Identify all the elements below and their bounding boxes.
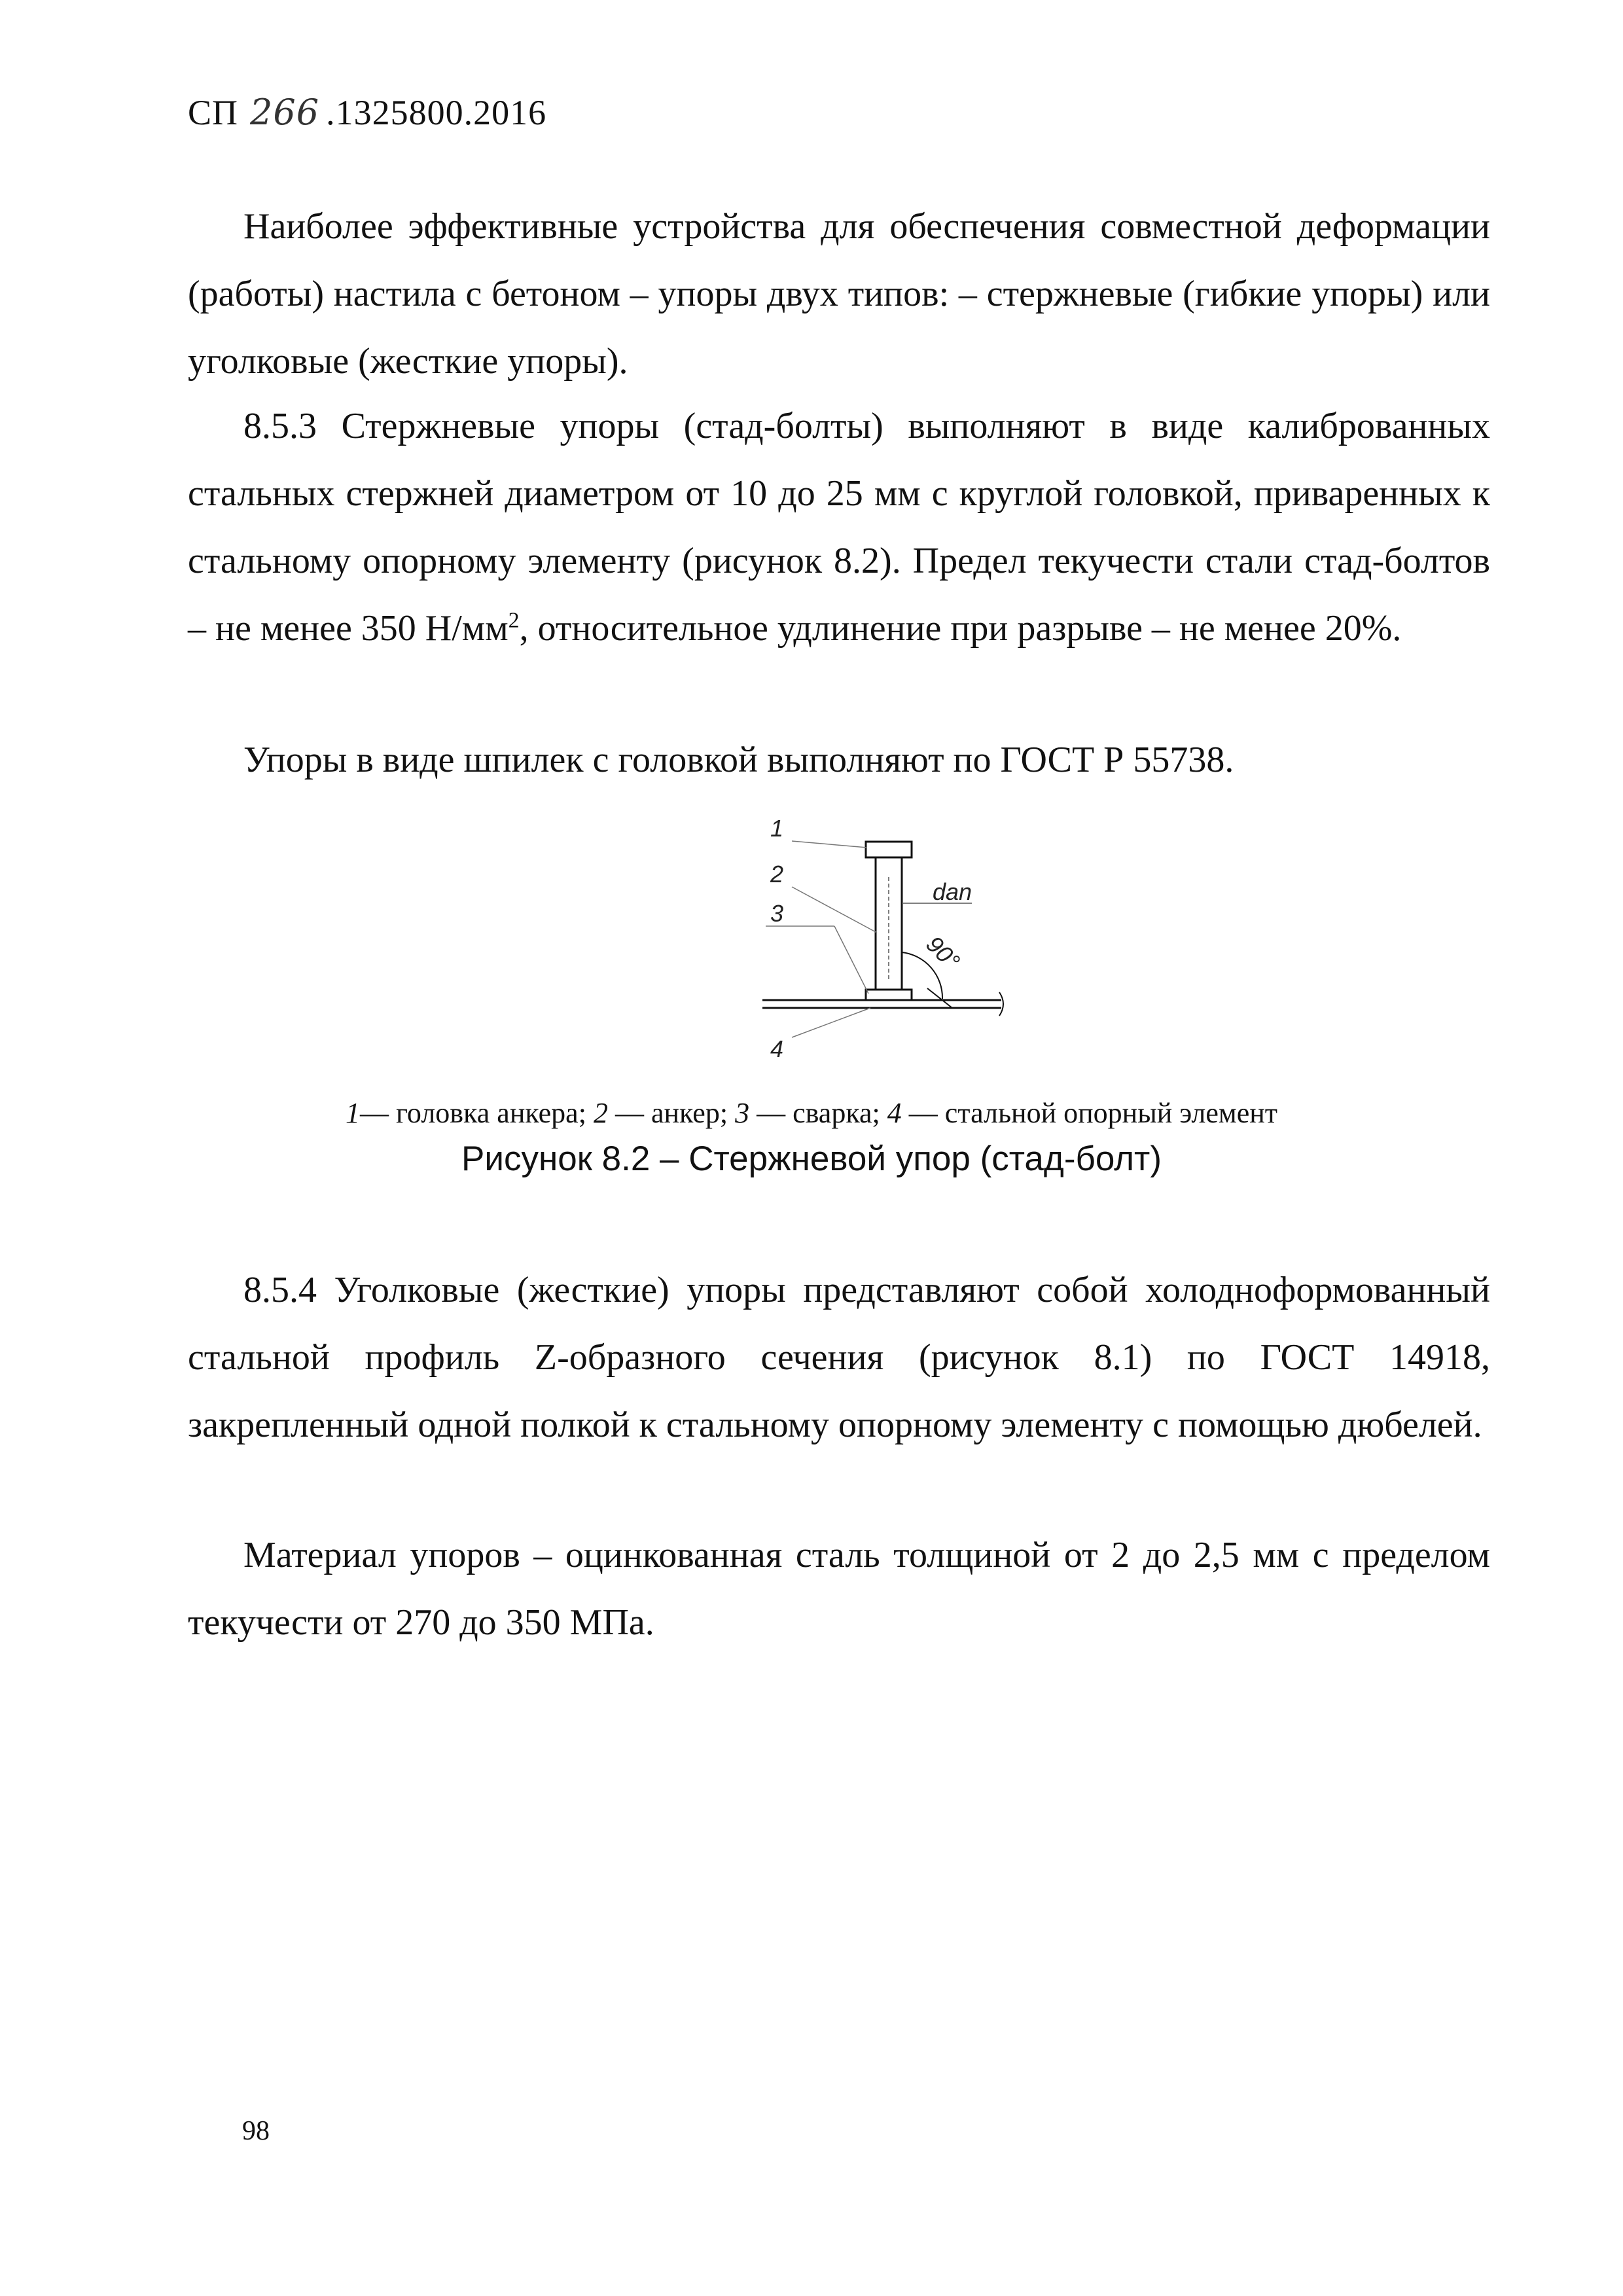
code-prefix: СП — [188, 93, 239, 132]
diameter-label: dan — [933, 878, 972, 905]
legend-number-4: 4 — [887, 1097, 902, 1129]
legend-text-4: — стальной опорный элемент — [901, 1097, 1278, 1129]
figure-label-2: 2 — [770, 861, 784, 888]
figure-legend — [0, 1096, 1623, 1130]
leader-3 — [834, 926, 868, 994]
legend-text-2: — анкер; — [607, 1097, 736, 1129]
leader-1 — [792, 841, 867, 848]
stud-bolt-figure — [756, 812, 1005, 1080]
legend-number-2: 2 — [593, 1097, 608, 1129]
figure-label-4: 4 — [770, 1035, 784, 1062]
page-number: 98 — [242, 2116, 270, 2146]
anchor-head — [866, 842, 912, 857]
figure-label-3: 3 — [770, 900, 784, 927]
figure-label-1: 1 — [770, 815, 784, 842]
legend-text-3: — сварка; — [749, 1097, 887, 1129]
code-suffix: .1325800.2016 — [326, 93, 547, 132]
weld — [866, 990, 912, 1000]
angle-arrow — [927, 988, 952, 1008]
paragraph-8-5-3 — [188, 393, 1490, 662]
paragraph-8-5-3-tail: , относительное удлинение при разрыве – не менее 20%. — [519, 608, 1402, 649]
leader-4 — [792, 1008, 870, 1037]
legend-number-3: 3 — [735, 1097, 750, 1129]
handwritten-number: 266 — [250, 92, 320, 133]
paragraph-gost-reference: Упоры в виде шпилек с головкой выполняют по ГОСТ Р 55738. — [243, 740, 1234, 780]
figure-caption: Рисунок 8.2 – Стержневой упор (стад-болт) — [461, 1139, 1162, 1178]
legend-text-1: — головка анкера; — [359, 1097, 594, 1129]
document-code — [188, 92, 546, 133]
paragraph-connectors-intro: Наиболее эффективные устройства для обеспечения совместной деформации (работы) настила с бетоном – упоры двух типов: – стержневые (гибкие упоры) или уголковые (жесткие упоры). — [188, 206, 1490, 382]
legend-number-1: 1 — [345, 1097, 360, 1129]
angle-label: 90° — [921, 930, 965, 975]
paragraph-8-5-3-text: 8.5.3 Стержневые упоры (стад-болты) выполняют в виде калиброванных стальных стержней диаметром от 10 до 25 мм с круглой головкой, приваренных к стальному опорному элементу (рисунок 8.2). Предел текучести стали стад-болтов – не менее 350 Н/мм — [188, 406, 1490, 649]
paragraph-8-5-4: 8.5.4 Уголковые (жесткие) упоры представляют собой холодноформованный стальной профиль Z-образного сечения (рисунок 8.1) по ГОСТ 14918, закрепленный одной полкой к стальному опорному элементу с помощью дюбелей. — [188, 1270, 1490, 1445]
superscript-2: 2 — [508, 608, 520, 633]
paragraph-material: Материал упоров – оцинкованная сталь толщиной от 2 до 2,5 мм с пределом текучести от 270 до 350 МПа. — [188, 1535, 1490, 1643]
plate-break-mark — [999, 992, 1003, 1016]
